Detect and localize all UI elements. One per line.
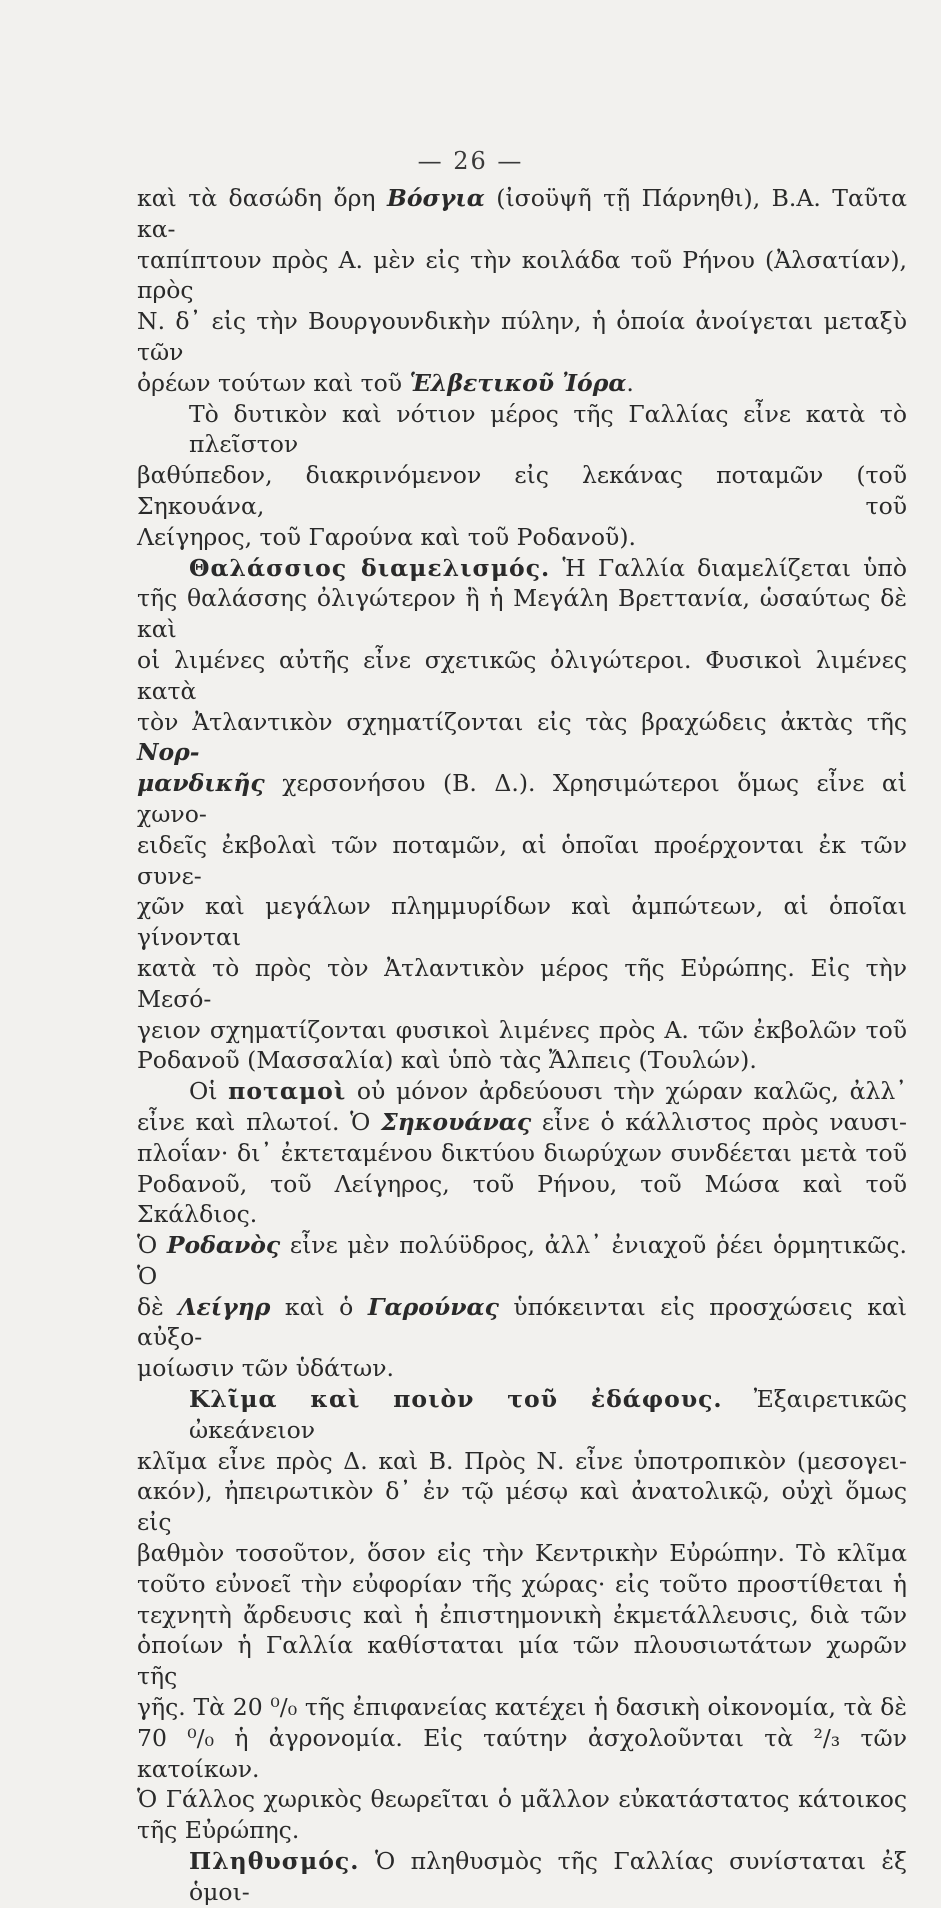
text-segment: ταπίπτουν πρὸς Α. μὲν εἰς τὴν κοιλάδα τοῦ Ρήνου (Ἀλσατίαν), πρὸς [137,245,907,305]
section-heading: Πληθυσμός. [189,1847,360,1876]
text-line [137,1538,907,1569]
text-segment: Ροδανοῦ, τοῦ Λείγηρος, τοῦ Ρήνου, τοῦ Μώσα καὶ τοῦ Σκάλδιος. [137,1169,907,1229]
text-line [137,306,907,368]
text-segment: ειδεῖς ἐκβολαὶ τῶν ποταμῶν, αἱ ὁποῖαι προέρχονται ἐκ τῶν συνε- [137,830,907,890]
text-line [137,183,907,245]
section-heading: Θαλάσσιος διαμελισμός. [189,553,551,582]
text-segment: μοίωσιν τῶν ὑδάτων. [137,1354,394,1383]
text-segment: Τὸ δυτικὸν καὶ νότιον μέρος τῆς Γαλλίας εἶνε κατὰ τὸ πλεῖστον [189,399,907,459]
text-segment: τὸν Ἀτλαντικὸν σχηματίζονται εἰς τὰς βραχώδεις ἀκτὰς τῆς [137,707,907,736]
text-line [137,768,907,830]
text-segment: τεχνητὴ ἄρδευσις καὶ ἡ ἐπιστημονικὴ ἐκμετάλλευσις, διὰ τῶν [137,1600,907,1629]
text-line [137,1353,907,1384]
text-line [137,891,907,953]
text-segment: βαθύπεδον, διακρινόμενον εἰς λεκάνας ποταμῶν (τοῦ Σηκουάνα, τοῦ [137,461,907,520]
text-segment: χῶν καὶ μεγάλων πλημμυρίδων καὶ ἀμπώτεων, αἱ ὁποῖαι γίνονται [137,892,907,952]
text-line [137,553,907,584]
text-line [137,368,907,399]
text-line [137,1446,907,1477]
text-line [137,707,907,769]
text-segment: χερσονήσου (Β. Δ.). Χρησιμώτεροι ὅμως εἶνε αἱ χωνο- [137,769,907,828]
text-segment: Λείγηρος, τοῦ Γαρούνα καὶ τοῦ Ροδανοῦ). [137,522,636,551]
text-line [137,583,907,645]
text-line [137,1107,907,1138]
text-line [137,645,907,707]
text-line [137,1723,907,1785]
text-segment: δὲ [137,1292,179,1321]
text-segment: Ν. δ᾽ εἰς τὴν Βουργουνδικὴν πύλην, ἡ ὁποία ἀνοίγεται μεταξὺ τῶν [137,307,907,366]
text-segment: εἶνε ὁ κάλλιστος πρὸς ναυσι- [531,1107,907,1136]
text-segment: Οἱ [189,1077,229,1106]
text-segment: Ροδανοῦ (Μασσαλία) καὶ ὑπὸ τὰς Ἄλπεις (Τουλών). [137,1046,757,1075]
text-line [137,1784,907,1815]
text-line [137,1138,907,1169]
emphasized-term: Ἑλβετικοῦ Ἰόρα [409,368,627,397]
text-segment: βαθμὸν τοσοῦτον, ὅσον εἰς τὴν Κεντρικὴν Εὐρώπην. Τὸ κλῖμα [137,1539,907,1568]
emphasized-term: Βόσγια [386,184,485,212]
page-number: — 26 — [417,147,524,175]
text-segment: Ὁ πληθυσμὸς τῆς Γαλλίας συνίσταται ἐξ ὁμοι- [189,1847,907,1906]
text-line [137,1815,907,1846]
text-segment: Ἐξαιρετικῶς ὠκεάνειον [189,1385,907,1444]
text-segment: καὶ τὰ δασώδη ὄρη [137,184,387,212]
text-segment: γειον σχηματίζονται φυσικοὶ λιμένες πρὸς Α. τῶν ἐκβολῶν τοῦ [137,1015,907,1044]
text-line [137,1045,907,1076]
text-line [137,399,907,461]
emphasized-term: Ροδανὸς [166,1231,281,1260]
text-segment: (ἰσοϋψῆ τῇ Πάρνηθι), Β.Α. Ταῦτα κα- [137,184,907,243]
section-heading: ποταμοὶ [228,1077,347,1106]
text-segment: πλοΐαν· δι᾽ ἐκτεταμένου δικτύου διωρύχων συνδέεται μετὰ τοῦ [137,1138,907,1167]
text-segment: κατὰ τὸ πρὸς τὸν Ἀτλαντικὸν μέρος τῆς Εὐρώπης. Εἰς τὴν Μεσό- [137,953,907,1013]
text-segment: εἶνε καὶ πλωτοί. Ὁ [137,1107,382,1136]
text-segment: ὑπόκεινται εἰς προσχώσεις καὶ αὐξο- [137,1292,907,1352]
text-segment: ακόν), ἠπειρωτικὸν δ᾽ ἐν τῷ μέσῳ καὶ ἀνατολικῷ, οὐχὶ ὅμως εἰς [137,1477,907,1537]
section-heading: Κλῖμα καὶ ποιὸν τοῦ ἐδάφους. [189,1385,723,1414]
text-segment: Ὁ [137,1231,167,1260]
text-line [137,1076,907,1107]
text-segment: ὁποίων ἡ Γαλλία καθίσταται μία τῶν πλουσιωτάτων χωρῶν τῆς [137,1631,907,1691]
text-segment: καὶ ὁ [270,1292,368,1321]
text-segment: τῆς θαλάσσης ὀλιγώτερον ἢ ἡ Μεγάλη Βρεττανία, ὡσαύτως δὲ καὶ [137,584,907,644]
text-segment: ὀρέων τούτων καὶ τοῦ [137,368,410,397]
text-segment: τοῦτο εὐνοεῖ τὴν εὐφορίαν τῆς χώρας· εἰς τοῦτο προστίθεται ἡ [137,1569,907,1598]
text-segment: Ἡ Γαλλία διαμελίζεται ὑπὸ [550,553,907,582]
text-line [137,1692,907,1723]
emphasized-term: Λείγηρ [178,1292,271,1321]
emphasized-term: Νορ- [137,738,200,767]
text-line [137,830,907,892]
text-line [137,1384,907,1446]
text-line [137,1476,907,1538]
text-segment: οὐ μόνον ἀρδεύουσι τὴν χώραν καλῶς, ἀλλ᾽ [346,1077,907,1106]
text-segment: τῆς Εὐρώπης. [137,1816,300,1845]
text-segment: εἶνε μὲν πολύϋδρος, ἀλλ᾽ ἐνιαχοῦ ῥέει ὁρμητικῶς. Ὁ [137,1231,908,1290]
text-line [137,1015,907,1046]
text-line [137,1600,907,1631]
text-line [137,1292,907,1354]
text-segment: γῆς. Τὰ 20 ⁰/₀ τῆς ἐπιφανείας κατέχει ἡ δασικὴ οἰκονομία, τὰ δὲ [137,1693,907,1722]
text-line [137,1230,907,1292]
text-line [137,1846,907,1908]
text-segment: . [626,368,634,397]
body-text [137,183,907,1908]
text-segment: Ὁ Γάλλος χωρικὸς θεωρεῖται ὁ μᾶλλον εὐκατάστατος κάτοικος [137,1785,907,1814]
emphasized-term: μανδικῆς [137,769,265,798]
text-line [137,522,907,553]
text-segment: κλῖμα εἶνε πρὸς Δ. καὶ Β. Πρὸς Ν. εἶνε ὑποτροπικὸν (μεσογει- [137,1446,907,1475]
text-segment: οἱ λιμένες αὐτῆς εἶνε σχετικῶς ὀλιγώτεροι. Φυσικοὶ λιμένες κατὰ [137,645,907,705]
emphasized-term: Σηκουάνας [381,1107,532,1136]
text-segment: 70 ⁰/₀ ἡ ἀγρονομία. Εἰς ταύτην ἀσχολοῦνται τὰ ²/₃ τῶν κατοίκων. [137,1723,907,1783]
text-line [137,460,907,522]
text-line [137,1630,907,1692]
text-line [137,245,907,307]
text-line [137,1569,907,1600]
emphasized-term: Γαρούνας [367,1292,499,1321]
text-line [137,953,907,1015]
text-line [137,1169,907,1231]
